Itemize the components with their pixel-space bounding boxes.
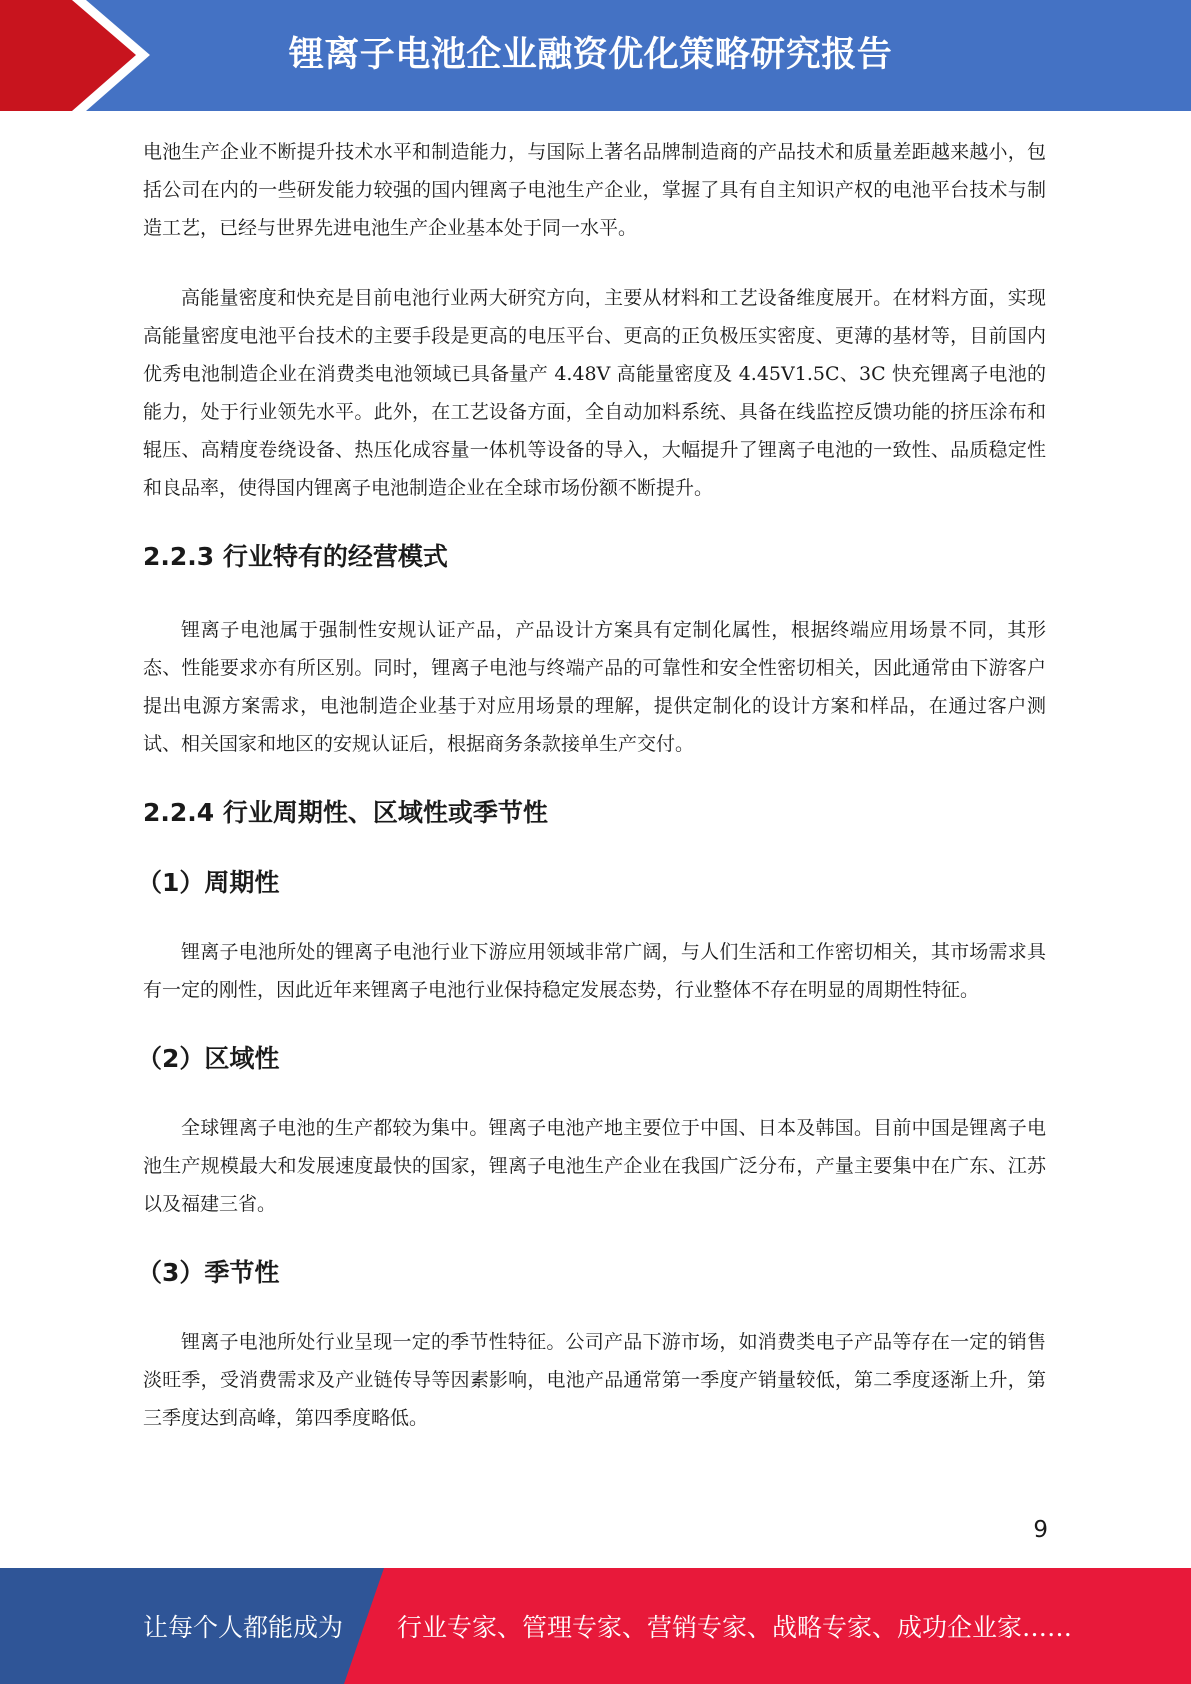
page-footer — [0, 1568, 1191, 1684]
paragraph-5: 全球锂离子电池的生产都较为集中。锂离子电池产地主要位于中国、日本及韩国。目前中国是锂离子电池生产规模最大和发展速度最快的国家，锂离子电池生产企业在我国广泛分布，产量主要集中在广东、江苏以及福建三省。 — [143, 1117, 1046, 1215]
footer-slogan-left: 让每个人都能成为 — [143, 1613, 344, 1642]
section-heading-2-2-4: 2.2.4 行业周期性、区域性或季节性 — [143, 798, 548, 827]
subheading-cyclicality: （1）周期性 — [137, 868, 280, 897]
page-header — [0, 0, 1191, 111]
paragraph-1: 电池生产企业不断提升技术水平和制造能力，与国际上著名品牌制造商的产品技术和质量差距越来越小，包括公司在内的一些研发能力较强的国内锂离子电池生产企业，掌握了具有自主知识产权的电池平台技术与制造工艺，已经与世界先进电池生产企业基本处于同一水平。 — [143, 141, 1046, 239]
paragraph-4: 锂离子电池所处的锂离子电池行业下游应用领域非常广阔，与人们生活和工作密切相关，其市场需求具有一定的刚性，因此近年来锂离子电池行业保持稳定发展态势，行业整体不存在明显的周期性特征。 — [143, 941, 1046, 1001]
red-arrow-icon — [0, 0, 150, 111]
footer-slogan-right: 行业专家、管理专家、营销专家、战略专家、成功企业家…… — [397, 1613, 1073, 1642]
section-heading-2-2-3: 2.2.3 行业特有的经营模式 — [143, 542, 448, 571]
paragraph-6: 锂离子电池所处行业呈现一定的季节性特征。公司产品下游市场，如消费类电子产品等存在一定的销售淡旺季，受消费需求及产业链传导等因素影响，电池产品通常第一季度产销量较低，第二季度逐渐上升，第三季度达到高峰，第四季度略低。 — [143, 1331, 1046, 1429]
subheading-seasonality: （3）季节性 — [137, 1258, 280, 1287]
subheading-regionality: （2）区域性 — [137, 1044, 280, 1073]
report-title: 锂离子电池企业融资优化策略研究报告 — [288, 35, 893, 75]
paragraph-3: 锂离子电池属于强制性安规认证产品，产品设计方案具有定制化属性，根据终端应用场景不同，其形态、性能要求亦有所区别。同时，锂离子电池与终端产品的可靠性和安全性密切相关，因此通常由下游客户提出电源方案需求，电池制造企业基于对应用场景的理解，提供定制化的设计方案和样品，在通过客户测试、相关国家和地区的安规认证后，根据商务条款接单生产交付。 — [143, 619, 1046, 755]
page-number: 9 — [1033, 1517, 1048, 1543]
paragraph-2: 高能量密度和快充是目前电池行业两大研究方向，主要从材料和工艺设备维度展开。在材料方面，实现高能量密度电池平台技术的主要手段是更高的电压平台、更高的正负极压实密度、更薄的基材等，目前国内优秀电池制造企业在消费类电池领域已具备量产 4.48V 高能量密度及 4.45V1.5C、3C 快充锂离子电池的能力，处于行业领先水平。此外，在工艺设备方面，全自动加料系统、具备在线监控反馈功能的挤压涂布和辊压、高精度卷绕设备、热压化成容量一体机等设备的导入，大幅提升了锂离子电池的一致性、品质稳定性和良品率，使得国内锂离子电池制造企业在全球市场份额不断提升。 — [143, 287, 1046, 499]
page-content — [137, 133, 1046, 1469]
